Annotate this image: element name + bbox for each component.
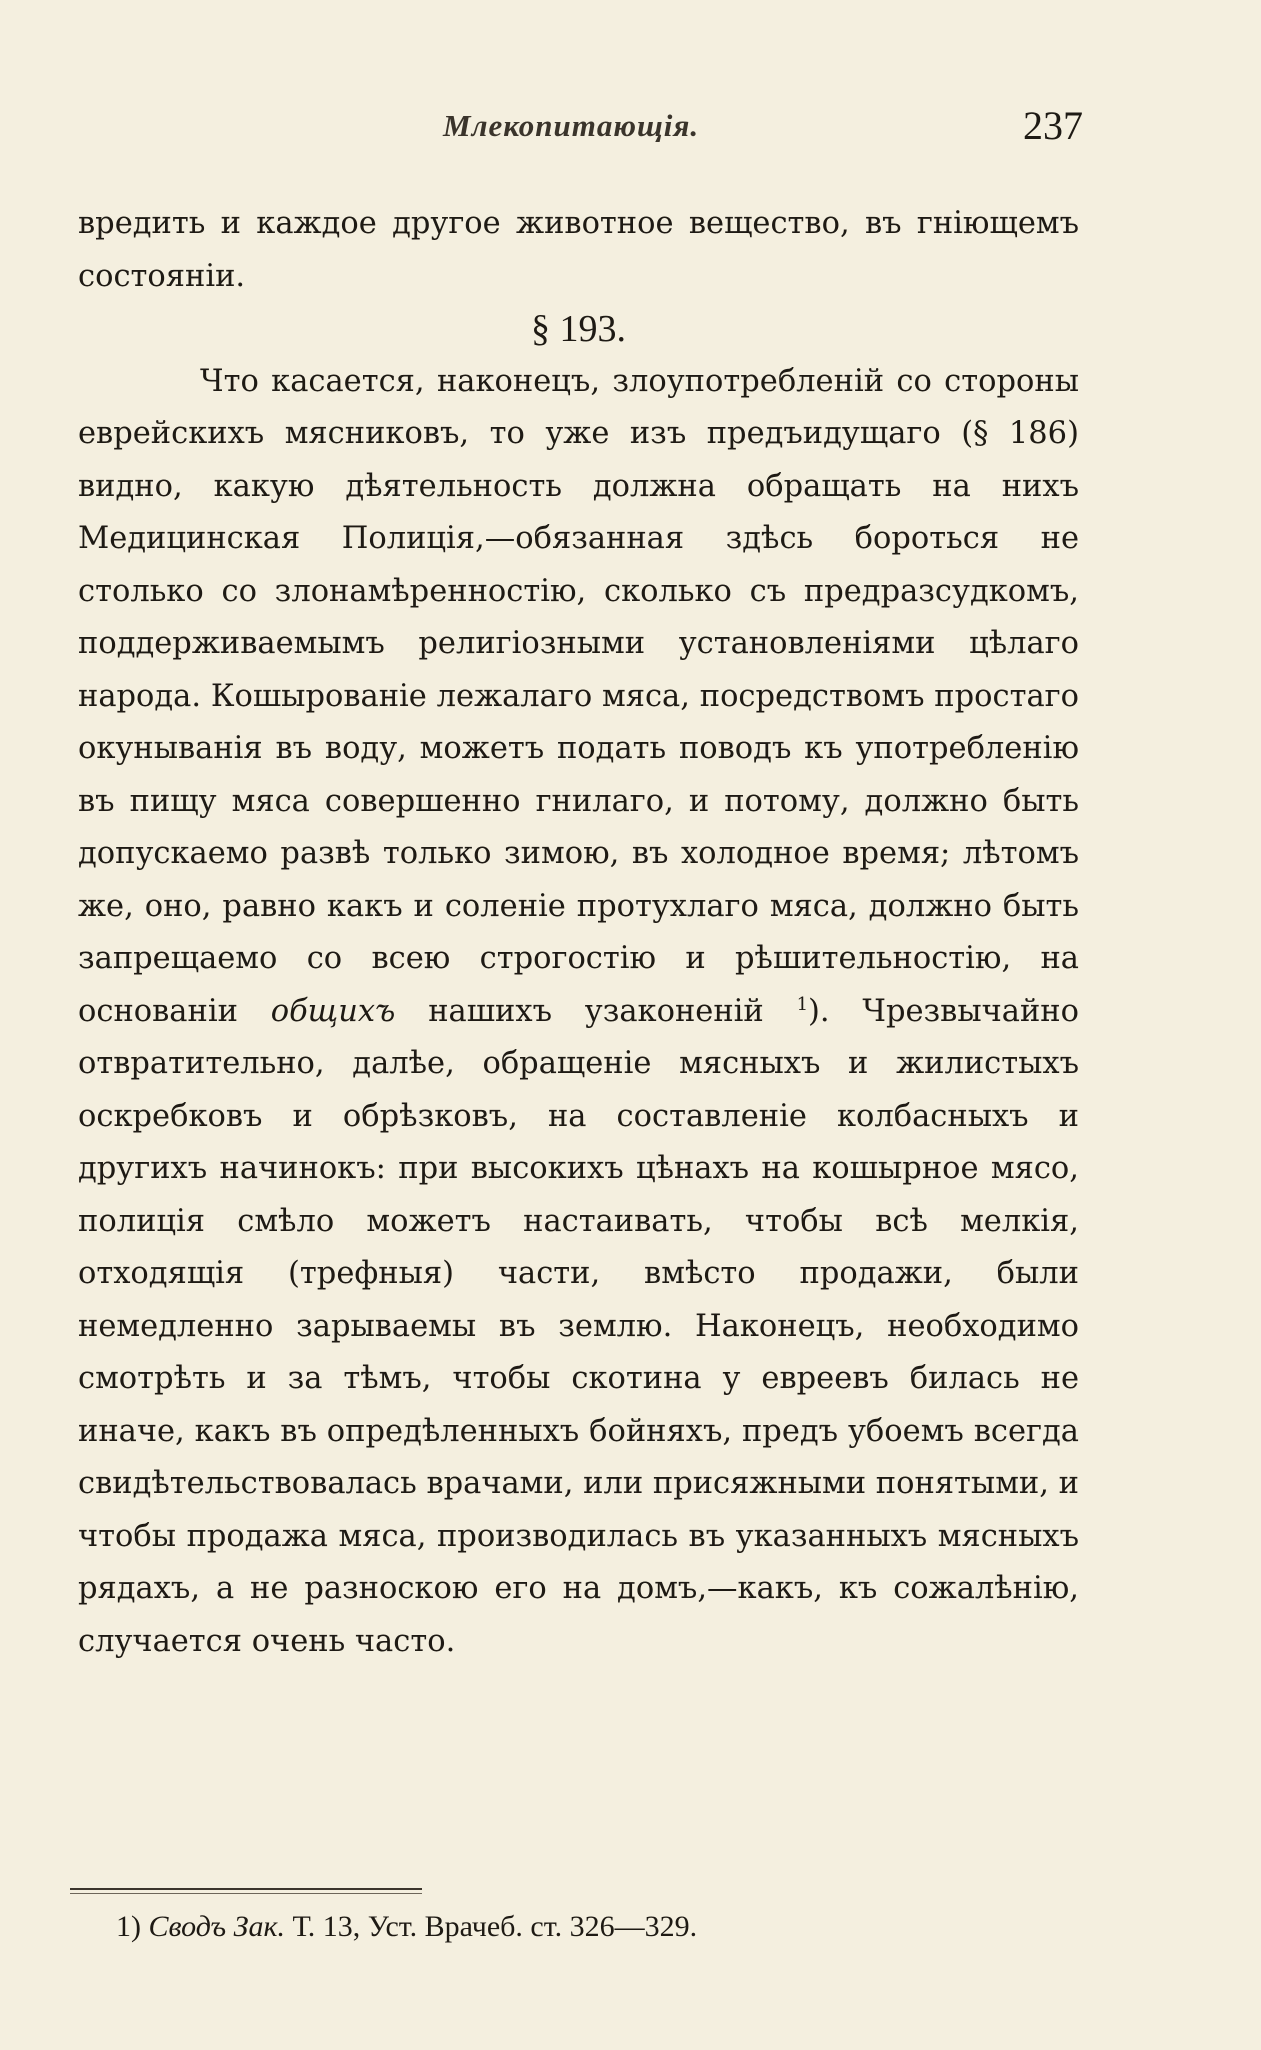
running-title: Млекопитающія. xyxy=(443,108,700,143)
footnote-reference: 1 xyxy=(796,993,809,1015)
footnote-reference-text: Т. 13, Уст. Врачеб. ст. 326—329. xyxy=(292,1910,698,1943)
footnote-rule-secondary xyxy=(70,1893,422,1894)
continuation-paragraph: вредить и каждое другое животное вещество, въ гніющемъ состояніи. xyxy=(78,206,1079,294)
footnote-source: Сводъ Зак. xyxy=(148,1910,285,1943)
paragraph-text-1: Что касается, наконецъ, злоупотребленій со стороны еврейскихъ мясниковъ, то уже изъ предъидущаго (§ 186) видно, какую дѣятельность должна обращать на нихъ Медицинская Полиція,—обязанная здѣсь бороться не столько со злонамѣренностію, сколько съ предразсудкомъ, поддерживаемымъ религіозными установленіями цѣлаго народа. Кошырованіе лежалаго мяса, посредствомъ простаго окуныванія въ воду, можетъ подать поводъ къ употребленію въ пищу мяса совершенно гнилаго, и потому, должно быть допускаемо развѣ только зимою, въ холодное время; лѣтомъ же, оно, равно какъ и соленіе протухлаго мяса, должно быть запрещаемо со всею строгостію и рѣшительностію, на основаніи xyxy=(78,363,1079,1029)
paragraph-text-2: нашихъ узаконеній xyxy=(428,993,764,1029)
footnote xyxy=(116,1910,697,1944)
paragraph-text-3: ). Чрезвычайно отвратительно, далѣе, обращеніе мясныхъ и жилистыхъ оскребковъ и обрѣзковъ, на составленіе колбасныхъ и другихъ начинокъ: при высокихъ цѣнахъ на кошырное мясо, полиція смѣло можетъ настаивать, чтобы всѣ мелкія, отходящія (трефныя) части, вмѣсто продажи, были немедленно зарываемы въ землю. Наконецъ, необходимо смотрѣть и за тѣмъ, чтобы скотина у евреевъ билась не иначе, какъ въ опредѣленныхъ бойняхъ, предъ убоемъ всегда свидѣтельствовалась врачами, или присяжными понятыми, и чтобы продажа мяса, производилась въ указанныхъ мясныхъ рядахъ, а не разноскою его на домъ,—какъ, къ сожалѣнію, случается очень часто. xyxy=(78,993,1079,1659)
main-paragraph xyxy=(78,356,1079,1669)
body-text xyxy=(78,198,1079,1668)
page-number: 237 xyxy=(1023,103,1083,148)
running-head xyxy=(0,103,1261,148)
section-heading: § 193. xyxy=(531,308,626,350)
italic-word: общихъ xyxy=(270,993,396,1029)
footnote-rule xyxy=(70,1888,422,1890)
footnote-marker: 1) xyxy=(116,1910,141,1943)
